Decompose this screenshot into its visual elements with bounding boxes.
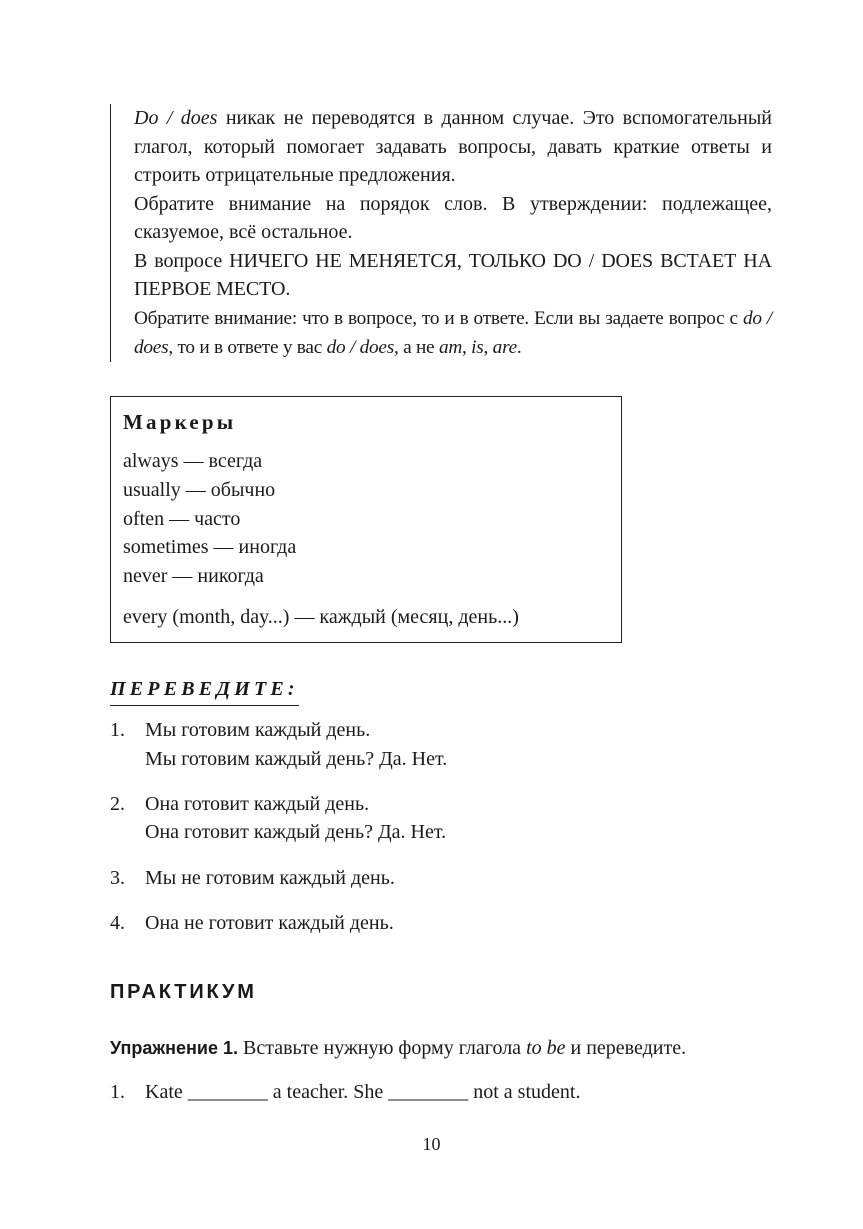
practicum-heading: ПРАКТИКУМ	[110, 981, 257, 1003]
list-item	[110, 790, 810, 848]
markers-title: Маркеры	[123, 410, 237, 434]
intro-paragraph-1: Do / does никак не переводятся в данном случае. Это вспомогательный глагол, который помогает задавать вопросы, давать краткие ответы и строить отрицательные предложения.	[134, 107, 772, 186]
item-line: Она готовит каждый день? Да. Нет.	[145, 821, 447, 844]
item-number: 4.	[110, 911, 125, 934]
marker-item: always — всегда	[123, 450, 263, 472]
list-item	[110, 909, 810, 938]
markers-list	[123, 447, 609, 632]
do-does-term: Do / does	[134, 107, 218, 129]
translate-list	[110, 716, 810, 938]
marker-item: usually — обычно	[123, 478, 276, 501]
exercise-label: Упражнение 1.	[110, 1038, 238, 1058]
item-line: Мы готовим каждый день.	[145, 719, 371, 741]
intro-paragraph-2: Обратите внимание на порядок слов. В утверждении: подлежащее, сказуемое, всё остальное.	[134, 192, 772, 243]
marker-item: every (month, day...) — каждый (месяц, день...)	[123, 605, 519, 628]
item-number: 2.	[110, 792, 125, 815]
list-item	[110, 864, 810, 893]
marker-item: sometimes — иногда	[123, 536, 297, 559]
item-number: 3.	[110, 867, 125, 890]
item-line: Она готовит каждый день.	[145, 792, 370, 815]
exercise-instruction: Упражнение 1. Вставьте нужную форму глагола to be и переведите.	[110, 1037, 687, 1059]
task-text: Kate ________ a teacher. She ________ not a student.	[145, 1081, 581, 1103]
task-number: 1.	[110, 1081, 125, 1103]
item-line: Мы не готовим каждый день.	[145, 867, 395, 890]
item-line: Мы готовим каждый день? Да. Нет.	[145, 747, 448, 770]
marker-item: never — никогда	[123, 565, 264, 588]
page-number: 10	[422, 1134, 441, 1154]
exercise-task	[110, 1078, 580, 1106]
translate-heading: ПЕРЕВЕДИТЕ:	[110, 676, 299, 706]
list-item	[110, 716, 810, 774]
intro-paragraph-3: В вопросе НИЧЕГО НЕ МЕНЯЕТСЯ, ТОЛЬКО DO / DOES ВСТАЕТ НА ПЕРВОЕ МЕСТО.	[134, 249, 772, 300]
intro-note	[110, 104, 772, 362]
item-line: Она не готовит каждый день.	[145, 911, 394, 934]
markers-box	[110, 396, 622, 643]
marker-item: often — часто	[123, 507, 241, 530]
intro-paragraph-4: Обратите внимание: что в вопросе, то и в ответе. Если вы задаете вопрос с do / does, то и в ответе у вас do / does, а не am, is, are.	[134, 307, 772, 358]
item-number: 1.	[110, 719, 125, 741]
